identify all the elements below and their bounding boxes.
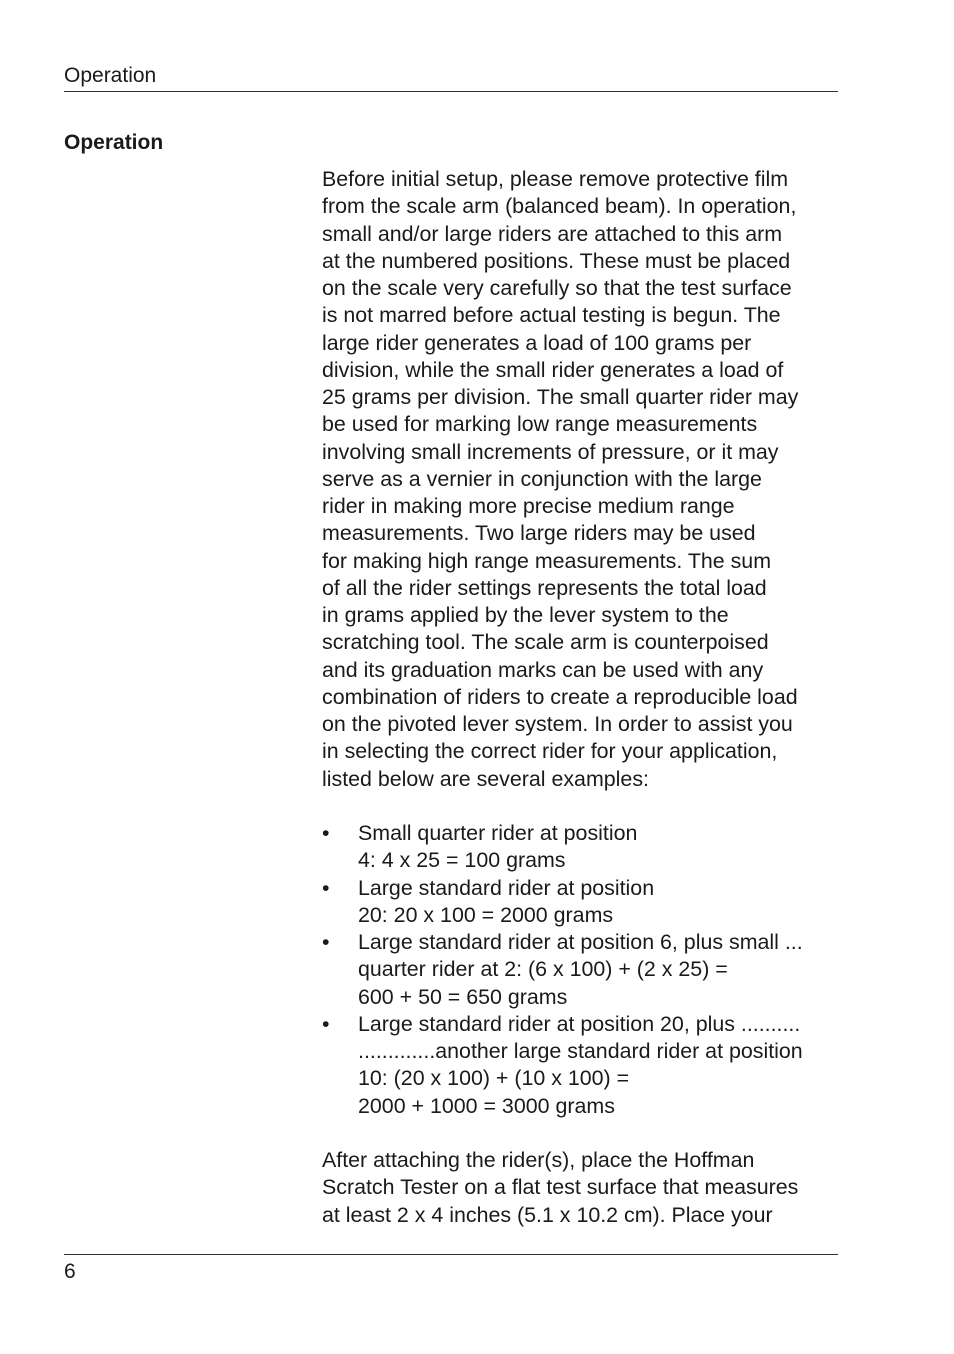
text-line: scratching tool. The scale arm is counterpoised xyxy=(322,630,769,655)
text-line: from the scale arm (balanced beam). In operation, xyxy=(322,194,797,219)
text-line: large rider generates a load of 100 grams per xyxy=(322,330,752,355)
text-line: 600 + 50 = 650 grams xyxy=(358,984,568,1009)
text-line: Small quarter rider at position xyxy=(358,821,638,845)
text-line: for making high range measurements. The sum xyxy=(322,548,772,573)
examples-list xyxy=(322,820,842,1120)
text-line: 10: (20 x 100) + (10 x 100) = xyxy=(358,1066,630,1091)
text-line: Scratch Tester on a flat test surface that measures xyxy=(322,1175,799,1200)
text-line: Large standard rider at position xyxy=(358,875,655,900)
body-column xyxy=(322,166,842,1256)
text-line: measurements. Two large riders may be used xyxy=(322,521,756,546)
page-number: 6 xyxy=(64,1260,76,1283)
running-header: Operation xyxy=(64,64,157,87)
text-line: 25 grams per division. The small quarter rider may xyxy=(322,385,799,409)
list-item xyxy=(322,875,842,930)
text-line: on the pivoted lever system. In order to assist you xyxy=(322,712,793,736)
text-line: is not marred before actual testing is begun. The xyxy=(322,303,781,328)
bullet-icon: • xyxy=(322,1011,330,1036)
text-line: at the numbered positions. These must be placed xyxy=(322,248,791,273)
section-heading: Operation xyxy=(64,131,164,154)
text-line: in selecting the correct rider for your application, xyxy=(322,739,778,764)
text-line: quarter rider at 2: (6 x 100) + (2 x 25) = xyxy=(358,957,728,982)
closing-paragraph xyxy=(322,1147,842,1229)
list-item xyxy=(322,820,842,875)
header-rule xyxy=(64,91,838,92)
text-line: at least 2 x 4 inches (5.1 x 10.2 cm). Place your xyxy=(322,1202,773,1227)
text-line: involving small increments of pressure, or it may xyxy=(322,439,779,464)
list-item xyxy=(322,1011,842,1120)
text-line: serve as a vernier in conjunction with the large xyxy=(322,466,762,491)
text-line: 2000 + 1000 = 3000 grams xyxy=(358,1093,615,1118)
bullet-icon: • xyxy=(322,875,330,900)
list-item xyxy=(322,929,842,1011)
text-line: of all the rider settings represents the total load xyxy=(322,575,767,600)
footer-rule xyxy=(64,1254,838,1255)
text-line: After attaching the rider(s), place the Hoffman xyxy=(322,1148,755,1172)
intro-paragraph xyxy=(322,166,842,793)
text-line: 20: 20 x 100 = 2000 grams xyxy=(358,902,614,927)
text-line: in grams applied by the lever system to the xyxy=(322,603,729,627)
text-line: .............another large standard rider at position xyxy=(358,1039,803,1063)
text-line: Before initial setup, please remove protective film xyxy=(322,167,789,191)
text-line: on the scale very carefully so that the test surface xyxy=(322,276,792,300)
text-line: 4: 4 x 25 = 100 grams xyxy=(358,848,566,873)
bullet-icon: • xyxy=(322,821,330,845)
text-line: Large standard rider at position 6, plus small ... xyxy=(358,930,803,954)
text-line: rider in making more precise medium range xyxy=(322,494,735,518)
text-line: and its graduation marks can be used with any xyxy=(322,657,764,682)
text-line: division, while the small rider generates a load of xyxy=(322,357,784,382)
bullet-icon: • xyxy=(322,930,330,954)
text-line: be used for marking low range measurements xyxy=(322,412,758,437)
text-line: combination of riders to create a reproducible load xyxy=(322,684,798,709)
text-line: listed below are several examples: xyxy=(322,766,649,791)
text-line: small and/or large riders are attached to this arm xyxy=(322,221,783,246)
text-line: Large standard rider at position 20, plus .......... xyxy=(358,1011,801,1036)
